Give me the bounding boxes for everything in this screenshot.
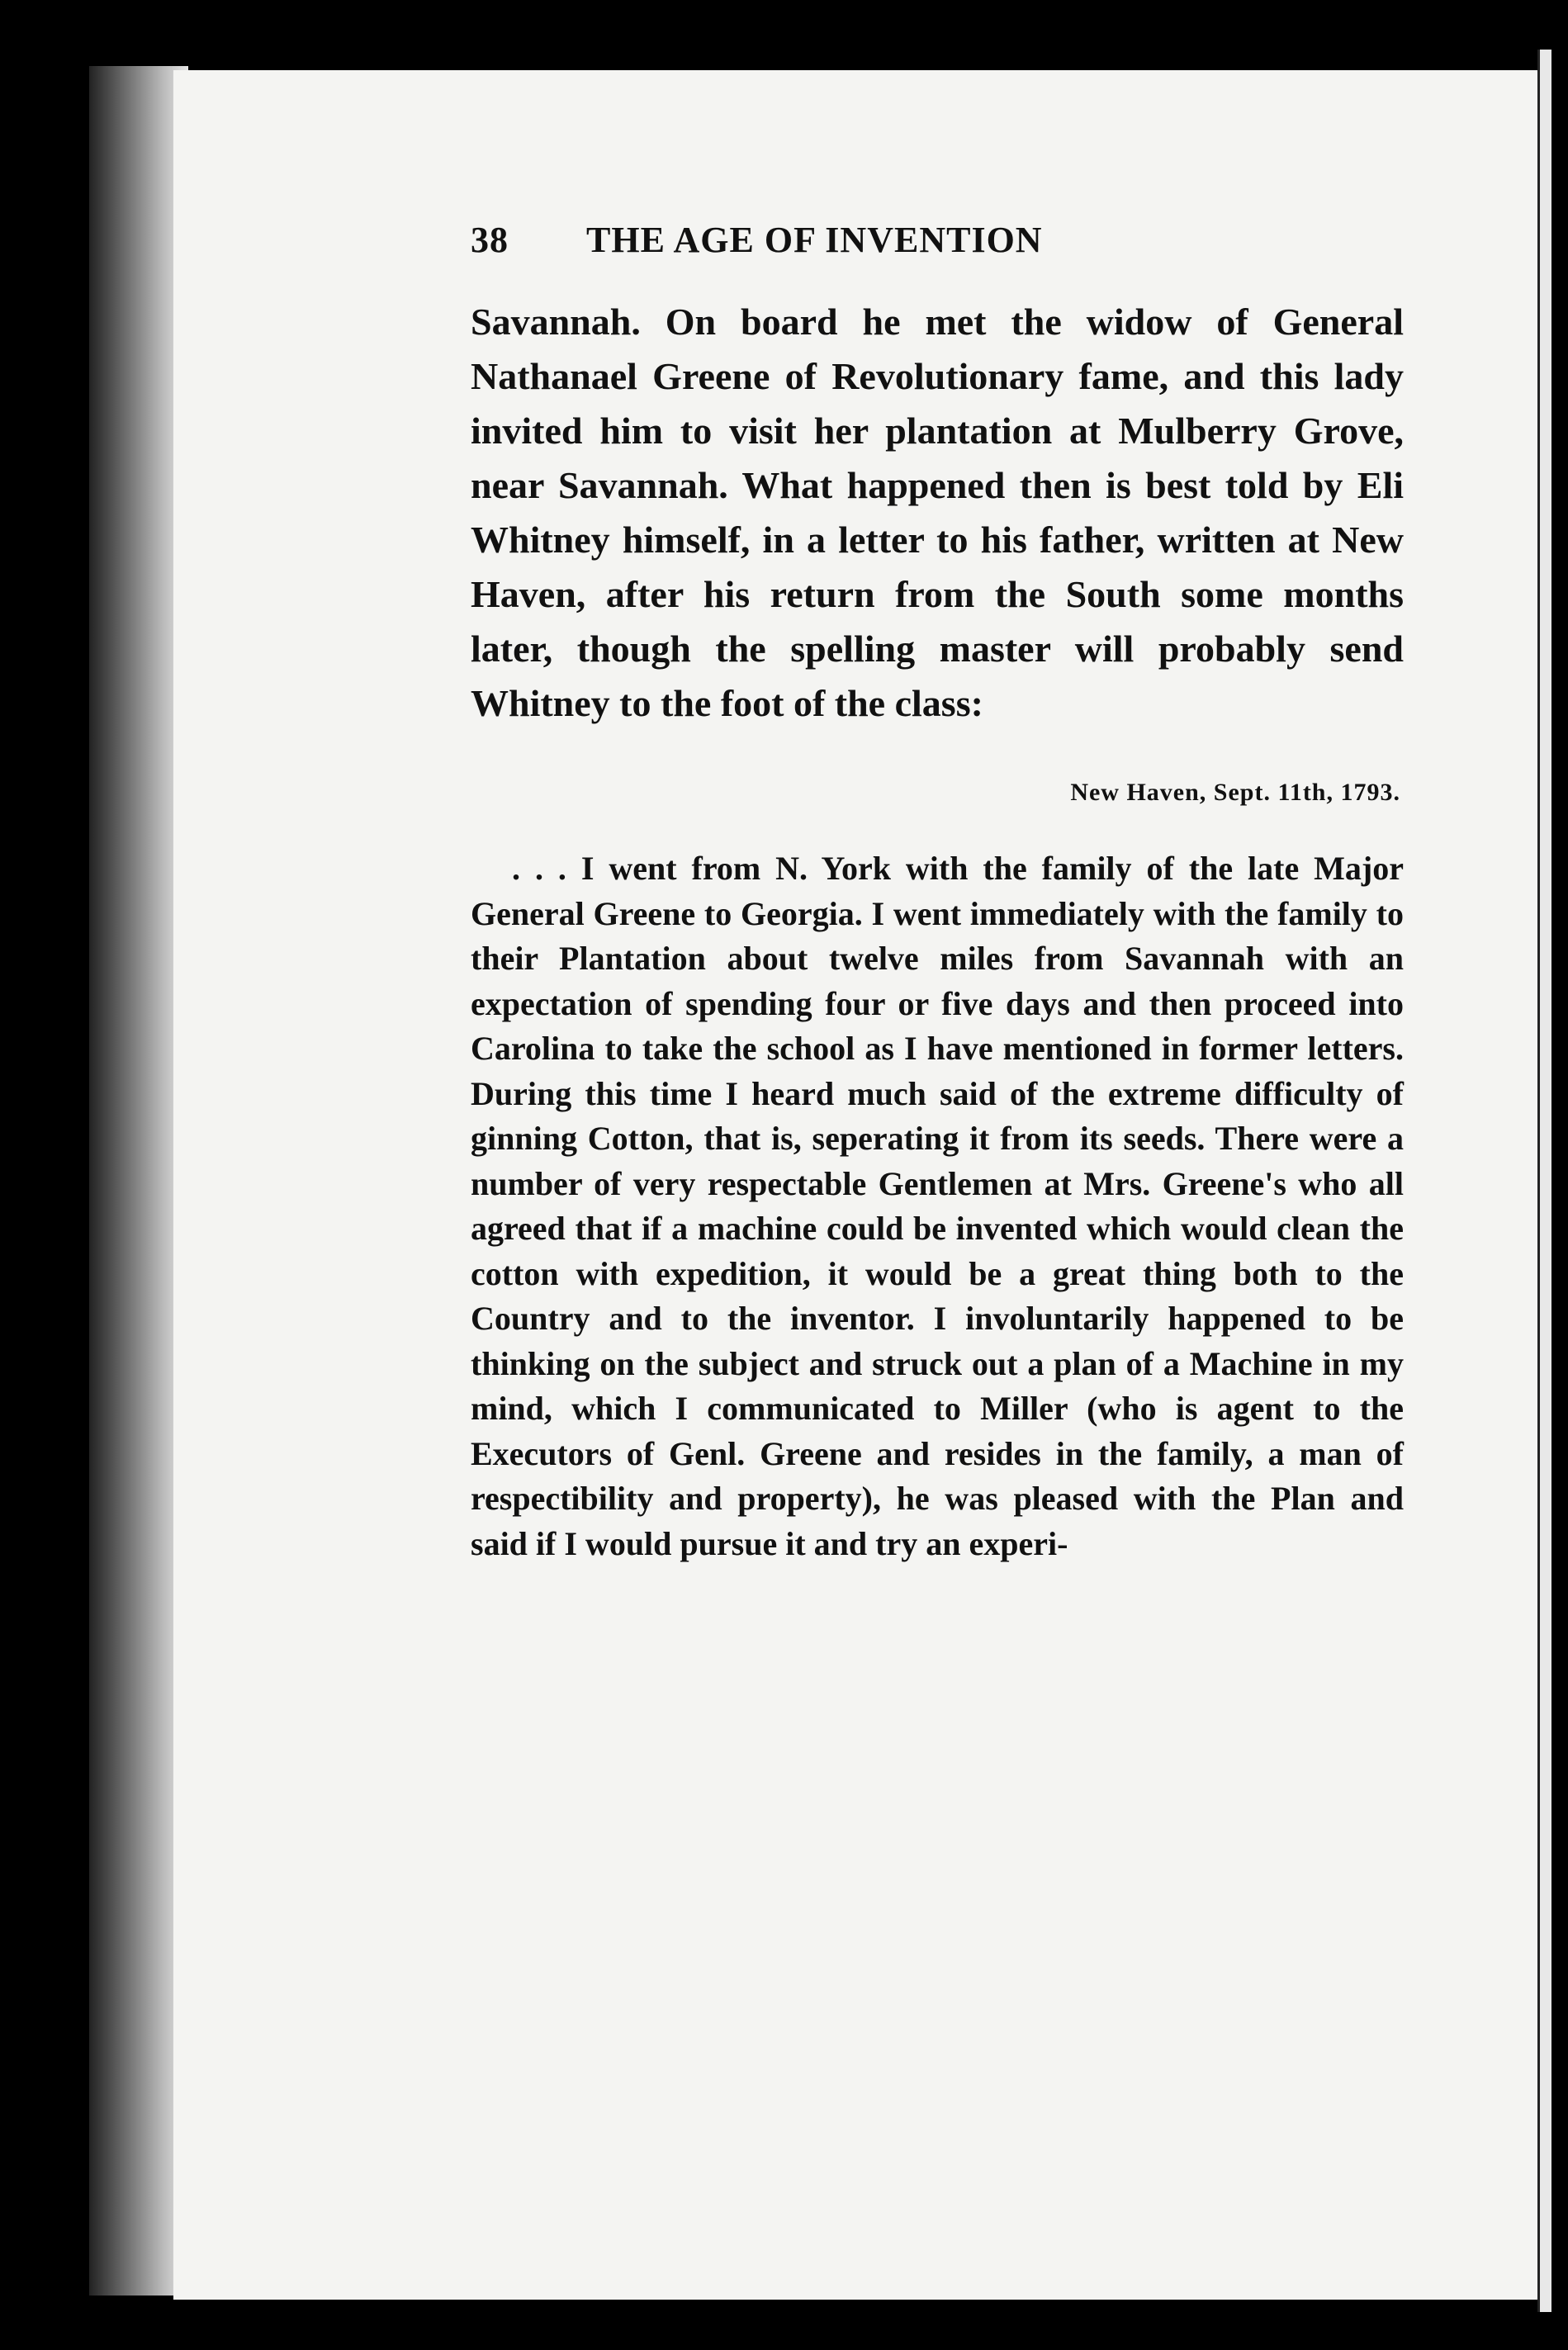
page-number: 38 [471, 220, 509, 260]
page-text [471, 219, 1404, 1566]
letter-text: . . . I went from N. York with the family of the late Major General Greene to Georgia. I went immediately with the family to their Plantation about twelve miles from Savannah with an expectation of spending four or five days and then proceed into Carolina to take the school as I have mentioned in former letters. During this time I heard much said of the extreme difficulty of ginning Cotton, that is, seperating it from its seeds. There were a number of very respectable Gentlemen at Mrs. Greene's who all agreed that if a machine could be invented which would clean the cotton with expedition, it would be a great thing both to the Country and to the inventor. I involuntarily happened to be thinking on the subject and struck out a plan of a Machine in my mind, which I communicated to Miller (who is agent to the Executors of Genl. Greene and resides in the family, a man of respectibility and property), he was pleased with the Plan and said if I would pursue it and try an experi- [471, 850, 1404, 1562]
body-paragraph: Savannah. On board he met the widow of General Nathanael Greene of Revolutionary fame, and this lady invited him to visit her plantation at Mulberry Grove, near Savannah. What happened then is best told by Eli Whitney himself, in a letter to his father, written at New Haven, after his return from the South some months later, though the spelling master will probably send Whitney to the foot of the class: [471, 301, 1404, 724]
running-title: THE AGE OF INVENTION [586, 220, 1043, 260]
letter-dateline: New Haven, Sept. 11th, 1793. [1070, 779, 1400, 806]
letter-excerpt [471, 846, 1404, 1566]
running-header [471, 219, 1404, 277]
page-edge [1537, 50, 1551, 2312]
